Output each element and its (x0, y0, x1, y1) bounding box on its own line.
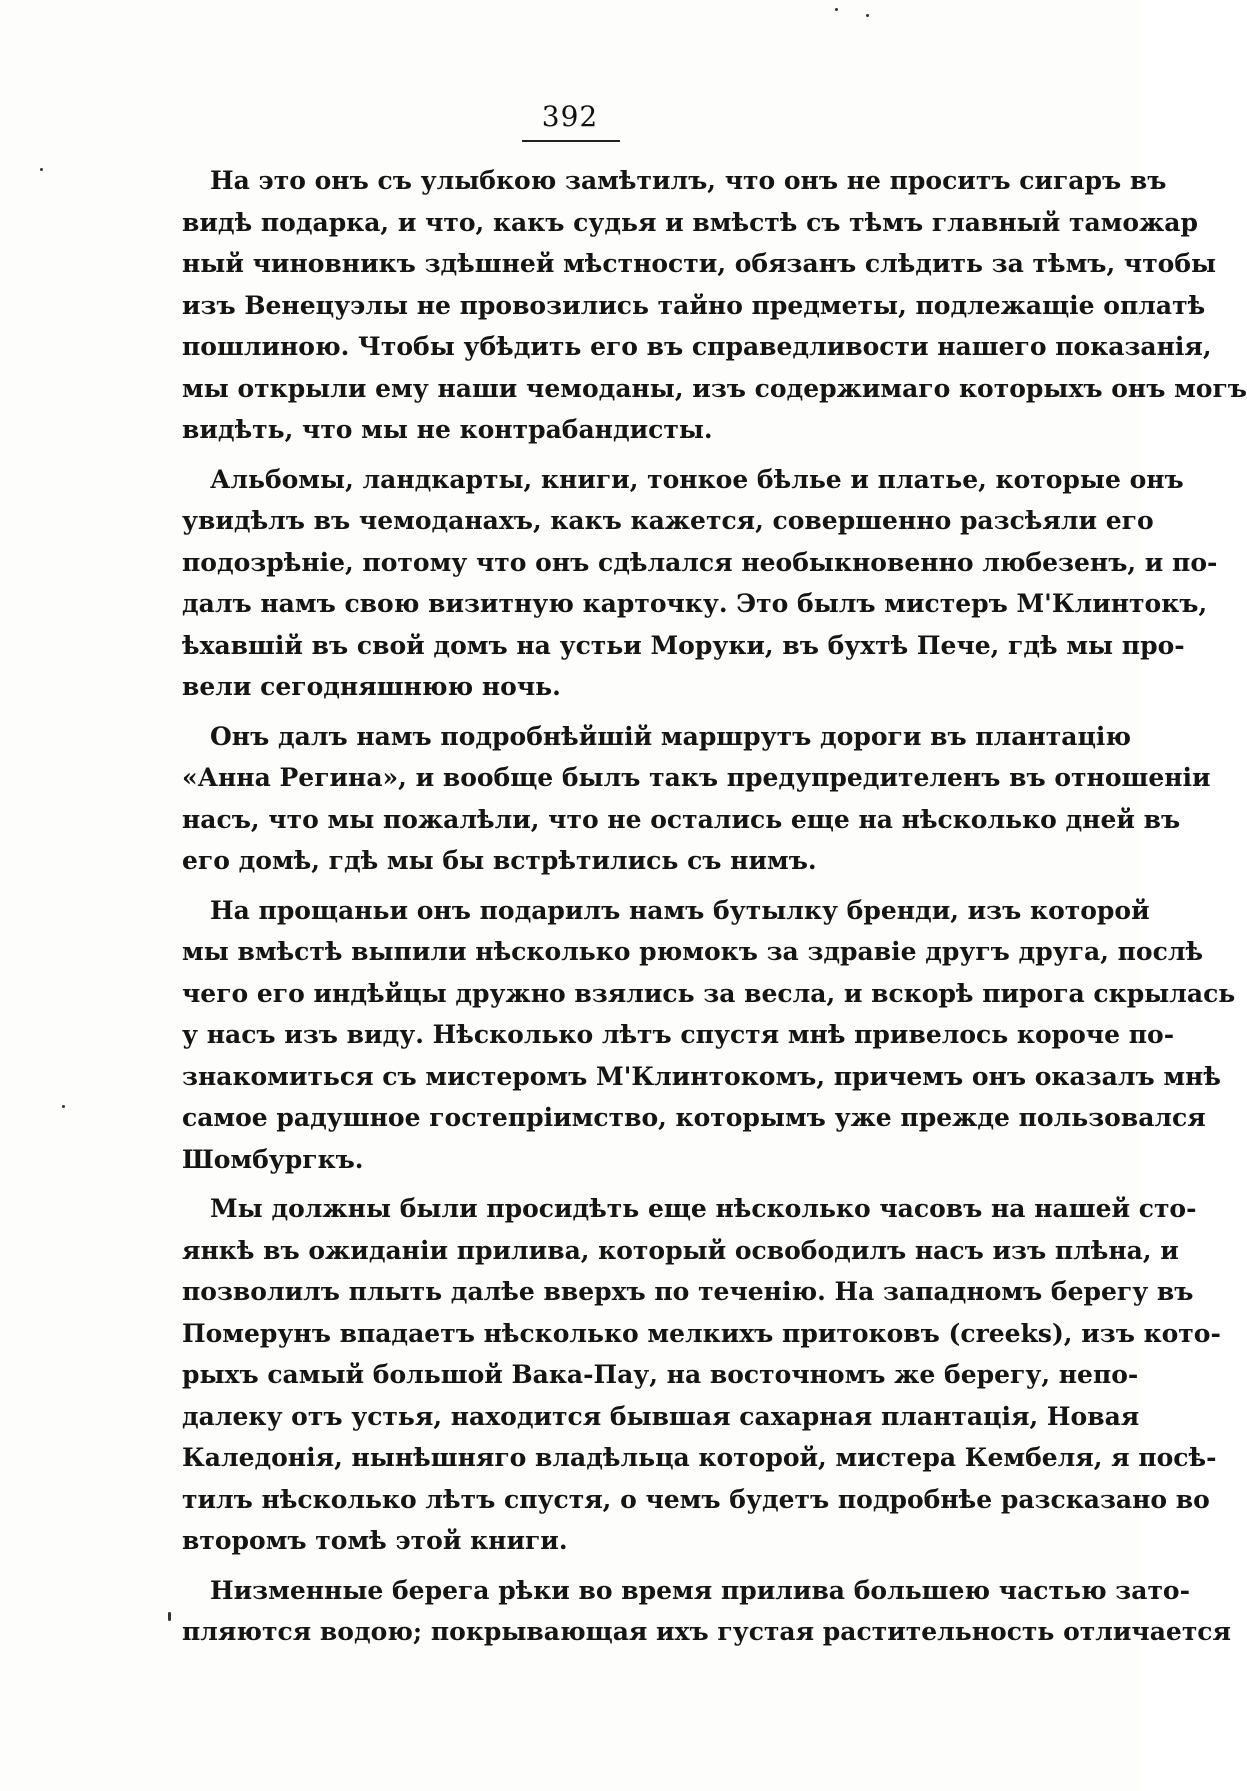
text-line: Альбомы, ландкарты, книги, тонкое бѣлье и платье, которые онъ (210, 464, 1184, 494)
paragraph-gap (182, 1562, 1072, 1570)
text-line: подозрѣніе, потому что онъ сдѣлался необыкновенно любезенъ, и по- (182, 547, 1218, 577)
text-line: пляются водою; покрывающая ихъ густая растительность отличается (182, 1617, 1231, 1646)
text-line: самое радушное гостепріимство, которымъ уже прежде пользовался (182, 1103, 1206, 1132)
text-line: его домѣ, гдѣ мы бы встрѣтились съ нимъ. (182, 846, 817, 875)
text-line: видѣ подарка, и что, какъ судья и вмѣстѣ съ тѣмъ главный таможар (182, 207, 1198, 237)
text-line: янкѣ въ ожиданіи прилива, который освободилъ насъ изъ плѣна, и (182, 1235, 1179, 1265)
text-line: ный чиновникъ здѣшней мѣстности, обязанъ слѣдить за тѣмъ, чтобы (182, 249, 1217, 278)
paragraph (182, 160, 1247, 451)
text-line: изъ Венецуэлы не провозились тайно предметы, подлежащіе оплатѣ (182, 290, 1206, 320)
text-line: позволилъ плыть далѣе вверхъ по теченію. На западномъ берегу въ (182, 1277, 1194, 1306)
text-line: насъ, что мы пожалѣли, что не остались еще на нѣсколько дней въ (182, 804, 1181, 834)
text-line: чего его индѣйцы дружно взялись за весла, и вскорѣ пирога скрылась (182, 978, 1236, 1008)
paragraph (182, 459, 1218, 708)
paragraph-gap (182, 1180, 1072, 1188)
text-line: видѣть, что мы не контрабандисты. (182, 415, 713, 444)
scan-speck (168, 1612, 171, 1621)
text-line: рыхъ самый большой Вака-Пау, на восточномъ же берегу, непо- (182, 1360, 1139, 1389)
text-line: далеку отъ устья, находится бывшая сахарная плантація, Новая (182, 1401, 1140, 1431)
text-line: На прощаньи онъ подарилъ намъ бутылку бренди, изъ которой (210, 895, 1150, 925)
text-line: На это онъ съ улыбкою замѣтилъ, что онъ не проситъ сигаръ въ (210, 166, 1167, 195)
text-line: вели сегодняшнюю ночь. (182, 672, 561, 701)
text-line: увидѣлъ въ чемоданахъ, какъ кажется, совершенно разсѣяли его (182, 506, 1154, 535)
text-line: мы открыли ему наши чемоданы, изъ содержимаго которыхъ онъ могъ (182, 373, 1247, 403)
text-line: Шомбургкъ. (182, 1144, 364, 1174)
page-number: 392 (541, 100, 599, 133)
paragraph-gap (182, 451, 1072, 459)
text-line: мы вмѣстѣ выпили нѣсколько рюмокъ за здравіе другъ друга, послѣ (182, 937, 1204, 966)
paragraph (182, 716, 1211, 882)
text-line: второмъ томѣ этой книги. (182, 1526, 568, 1555)
scan-speck (835, 8, 838, 11)
text-line: ѣхавшій въ свой домъ на устьи Моруки, въ бухтѣ Пече, гдѣ мы про- (182, 630, 1185, 660)
body-text (182, 160, 1247, 1653)
page-number-rule (522, 140, 620, 142)
text-line: у насъ изъ виду. Нѣсколько лѣтъ спустя мнѣ привелось короче по- (182, 1020, 1175, 1049)
text-line: тилъ нѣсколько лѣтъ спустя, о чемъ будетъ подробнѣе разсказано во (182, 1484, 1210, 1514)
text-line: Померунъ впадаетъ нѣсколько мелкихъ притоковъ (creeks), изъ кото- (182, 1318, 1221, 1348)
text-line: Онъ далъ намъ подробнѣйшій маршрутъ дороги въ плантацію (210, 721, 1132, 751)
scan-speck (40, 168, 43, 171)
text-line: Низменные берега рѣки во время прилива большею частью зато- (210, 1575, 1190, 1605)
paragraph-gap (182, 882, 1072, 890)
text-line: пошлиною. Чтобы убѣдить его въ справедливости нашего показанія, (182, 332, 1212, 361)
scan-speck (62, 1105, 65, 1108)
scan-speck (866, 14, 869, 17)
text-line: знакомиться съ мистеромъ М'Клинтокомъ, причемъ онъ оказалъ мнѣ (182, 1061, 1221, 1091)
paragraph (182, 1188, 1221, 1562)
paragraph-gap (182, 708, 1072, 716)
text-line: Каледонія, нынѣшняго владѣльца которой, мистера Кембеля, я посѣ- (182, 1443, 1217, 1472)
paragraph (182, 1570, 1231, 1653)
text-line: Мы должны были просидѣть еще нѣсколько часовъ на нашей сто- (210, 1194, 1197, 1223)
paragraph (182, 890, 1236, 1181)
text-line: далъ намъ свою визитную карточку. Это былъ мистеръ М'Клинтокъ, (182, 589, 1208, 618)
text-line: «Анна Регина», и вообще былъ такъ предупредителенъ въ отношеніи (182, 763, 1211, 792)
